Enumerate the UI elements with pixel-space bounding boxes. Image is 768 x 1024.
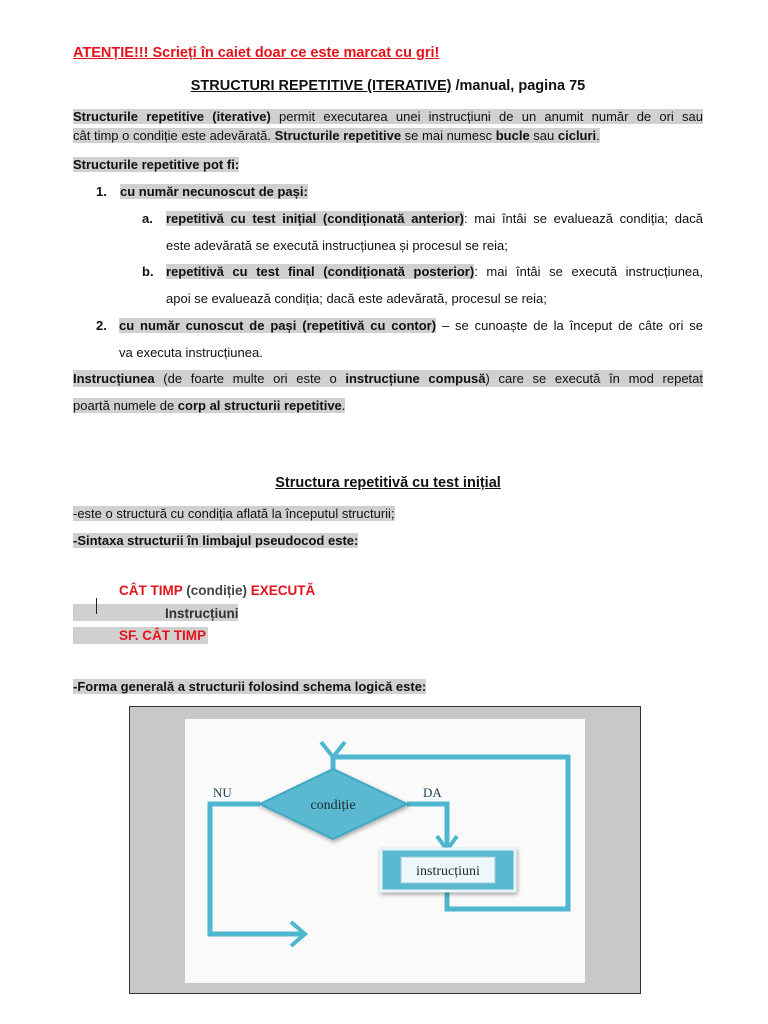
types-label-text: Structurile repetitive pot fi: (73, 157, 240, 172)
flowchart-figure (129, 706, 641, 994)
flowchart-svg (185, 719, 585, 983)
list-item-1b-line-2 (166, 290, 703, 307)
list-item-1a-line-2 (166, 237, 703, 254)
body-term-2: instrucțiune compusă (345, 371, 486, 386)
syntax-label-text: -Sintaxa structurii în limbajul pseudocod este: (73, 533, 359, 548)
body-term: Instrucțiunea (73, 371, 155, 386)
intro-term-2: Structurile repetitive (274, 128, 402, 143)
list-item-1 (96, 183, 703, 200)
definition-line (73, 505, 703, 522)
warning-note: ATENȚIE!!! Scrieți în caiet doar ce este marcat cu gri! (73, 45, 440, 61)
form-label-text: -Forma generală a structurii folosind schema logică este: (73, 679, 427, 694)
list-item-1b-line-1 (166, 263, 703, 280)
intro-term: Structurile repetitive (iterative) (73, 109, 271, 124)
intro-term-cicluri: cicluri (557, 128, 597, 143)
pseudo-keyword-execute: EXECUTĂ (250, 583, 316, 598)
list-item-label: repetitivă cu test inițial (condiționată anterior) (166, 211, 464, 226)
list-number: 1. (96, 184, 107, 199)
body-text-3: poartă numele de (73, 398, 178, 413)
pseudo-body: Instrucțiuni (165, 606, 239, 621)
pseudo-keyword-while: CÂT TIMP (119, 583, 183, 598)
body-term-3: corp al structurii repetitive (177, 398, 342, 413)
list-item-2-line-2 (119, 344, 703, 361)
body-period: . (341, 398, 346, 413)
pseudo-condition: (condiție) (182, 583, 251, 598)
types-label (73, 156, 703, 173)
list-item-text: : mai întâi se evaluează condiția; dacă (463, 211, 703, 226)
list-number: 2. (96, 318, 107, 333)
list-item-text: : mai întâi se execută instrucțiunea, (474, 264, 703, 279)
section-title: Structura repetitivă cu test inițial (275, 475, 501, 491)
list-item-text: este adevărată se execută instrucțiunea și procesul se reia; (166, 238, 508, 253)
intro-text-2: cât timp o condiție este adevărată. (73, 128, 275, 143)
intro-text: permit executarea unei instrucțiuni de un anumit număr de ori sau (270, 109, 703, 124)
list-item-text: – se cunoaște de la început de câte ori se (436, 318, 703, 333)
intro-line-1 (73, 108, 703, 125)
intro-line-2 (73, 127, 703, 144)
pseudo-line-1 (119, 582, 319, 599)
no-label: NU (213, 785, 232, 800)
list-item-label: cu număr necunoscut de pași: (120, 184, 308, 199)
title-main: STRUCTURI REPETITIVE (ITERATIVE) (190, 78, 452, 94)
list-letter: a. (142, 211, 153, 226)
condition-label: condiție (310, 798, 356, 813)
list-item-1a-line-1 (166, 210, 703, 227)
list-item-label: cu număr cunoscut de pași (repetitivă cu contor) (119, 318, 437, 333)
form-label (73, 678, 703, 695)
list-letter: b. (142, 264, 154, 279)
pseudo-line-3 (119, 627, 239, 644)
list-item-2-line-1 (119, 317, 703, 334)
page-title (73, 78, 703, 95)
pseudo-line-2 (165, 605, 265, 622)
title-reference: /manual, pagina 75 (451, 78, 586, 94)
body-text-2: ) care se execută în mod repetat (485, 371, 704, 386)
definition-text: -este o structură cu condiția aflată la începutul structurii; (73, 506, 395, 521)
flowchart-image (185, 719, 585, 983)
list-item-text: va executa instrucțiunea. (119, 345, 263, 360)
yes-label: DA (423, 785, 442, 800)
list-item-1a-letter (142, 210, 166, 227)
list-item-text: apoi se evaluează condiția; dacă este adevărată, procesul se reia; (166, 291, 547, 306)
list-item-2-number (96, 317, 120, 334)
instruction-label: instrucțiuni (416, 864, 480, 879)
intro-period: . (596, 128, 600, 143)
flow-no-branch (210, 804, 303, 934)
intro-text-4: sau (529, 128, 558, 143)
body-text: (de foarte multe ori este o (154, 371, 346, 386)
body-para-line-2 (73, 397, 703, 414)
pseudo-bracket (96, 598, 97, 614)
syntax-label (73, 532, 703, 549)
list-item-label: repetitivă cu test final (condiționată posterior) (166, 264, 475, 279)
intro-term-bucle: bucle (495, 128, 530, 143)
intro-text-3: se mai numesc (401, 128, 496, 143)
list-item-1b-letter (142, 263, 166, 280)
pseudo-end-keyword: SF. CÂT TIMP (119, 628, 206, 643)
body-para-line-1 (73, 370, 703, 387)
